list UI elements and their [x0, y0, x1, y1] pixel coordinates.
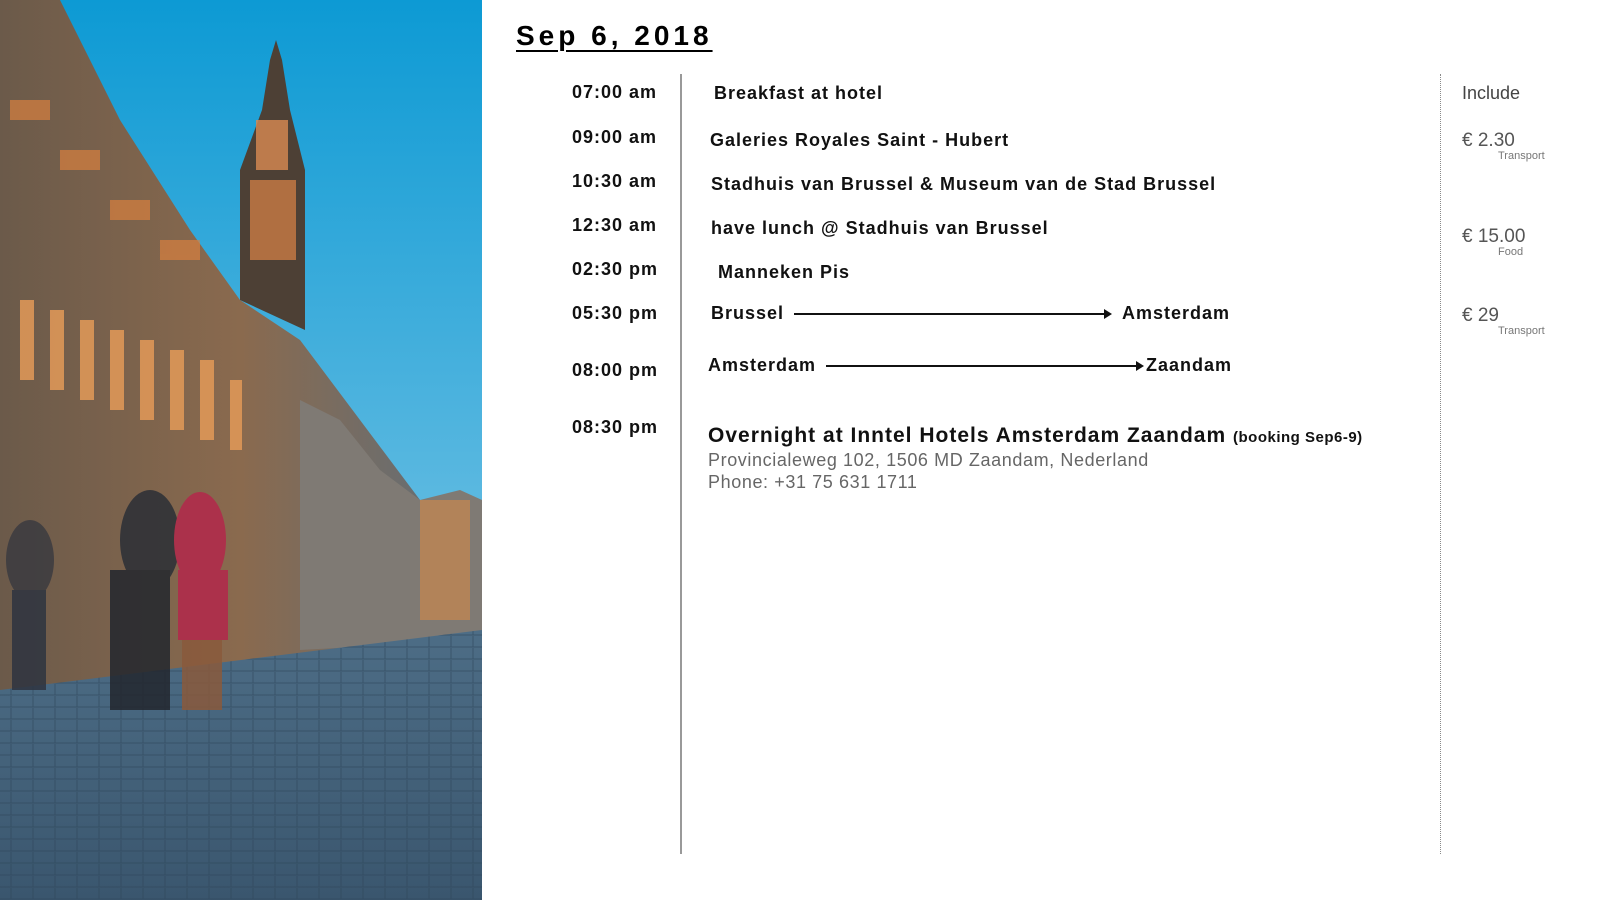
hotel-phone: Phone: +31 75 631 1711: [708, 472, 918, 492]
route-from: Brussel: [711, 303, 785, 323]
time-label: 08:00 pm: [572, 360, 659, 380]
time-label: 10:30 am: [572, 171, 658, 191]
route-arrow-icon: [794, 313, 1110, 315]
time-label: 05:30 pm: [572, 303, 659, 323]
cost-label: Transport: [1498, 150, 1545, 162]
cost-amount: € 2.30: [1462, 130, 1515, 151]
activity-item: Breakfast at hotel: [714, 83, 884, 103]
cost-amount: € 29: [1462, 305, 1499, 326]
booking-note: (booking Sep6-9): [1233, 429, 1363, 446]
activity-item: Galeries Royales Saint - Hubert: [710, 130, 1010, 150]
route-from: Amsterdam: [708, 355, 817, 375]
include-divider: [1440, 74, 1441, 854]
activity-item: Stadhuis van Brussel & Museum van de Stad Brussel: [711, 174, 1217, 194]
activity-item: have lunch @ Stadhuis van Brussel: [711, 218, 1049, 238]
activity-item: Manneken Pis: [718, 262, 851, 282]
hotel-name: Overnight at Inntel Hotels Amsterdam Zaandam: [708, 424, 1227, 447]
brussels-grand-place-photo: [0, 0, 482, 900]
route-arrow-icon: [826, 365, 1142, 367]
include-header: Include: [1462, 83, 1521, 103]
date-title: Sep 6, 2018: [516, 20, 713, 51]
cost-amount: € 15.00: [1462, 226, 1526, 247]
time-label: 08:30 pm: [572, 417, 659, 437]
time-label: 09:00 am: [572, 127, 658, 147]
time-label: 02:30 pm: [572, 259, 659, 279]
route-to: Amsterdam: [1122, 303, 1231, 323]
hotel-title: [708, 424, 1363, 448]
route-to: Zaandam: [1146, 355, 1233, 375]
time-label: 07:00 am: [572, 82, 658, 102]
hotel-address: Provincialeweg 102, 1506 MD Zaandam, Nederland: [708, 450, 1149, 470]
itinerary-panel: [482, 0, 1600, 900]
timeline-divider: [680, 74, 682, 854]
time-label: 12:30 am: [572, 215, 658, 235]
cost-label: Food: [1498, 246, 1524, 258]
cost-label: Transport: [1498, 325, 1545, 337]
